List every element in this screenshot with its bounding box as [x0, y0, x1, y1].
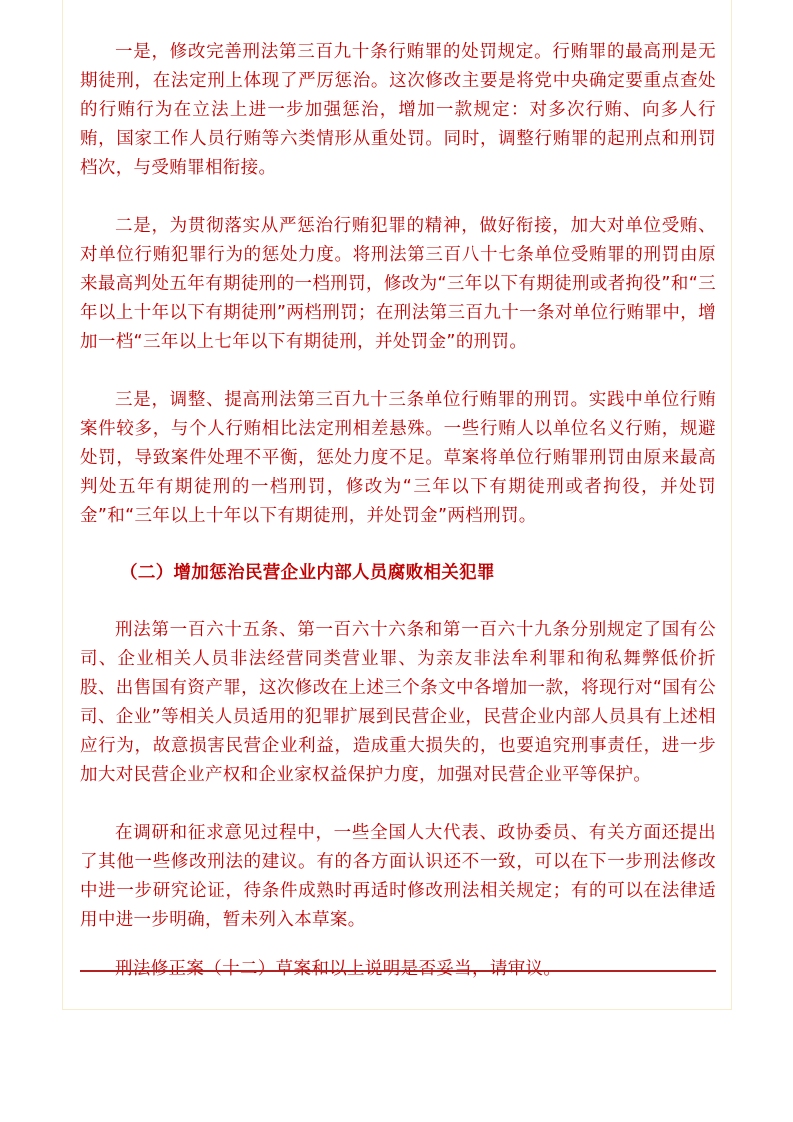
paragraph-3: 三是，调整、提高刑法第三百九十三条单位行贿罪的刑罚。实践中单位行贿案件较多，与个人行贿相比法定刑相差悬殊。一些行贿人以单位名义行贿，规避处罚，导致案件处理不平衡，惩处力度不足。草案将单位行贿罪刑罚由原来最高判处五年有期徒刑的一档刑罚，修改为“三年以下有期徒刑或者拘役，并处罚金”和“三年以上十年以下有期徒刑，并处罚金”两档刑罚。 [80, 390, 716, 526]
paragraph-4: 刑法第一百六十五条、第一百六十六条和第一百六十九条分别规定了国有公司、企业相关人员非法经营同类营业罪、为亲友非法牟利罪和徇私舞弊低价折股、出售国有资产罪，这次修改在上述三个条文中各增加一款，将现行对“国有公司、企业”等相关人员适用的犯罪扩展到民营企业，民营企业内部人员具有上述相应行为，故意损害民营企业利益，造成重大损失的，也要追究刑事责任，进一步加大对民营企业产权和企业家权益保护力度，加强对民营企业平等保护。 [80, 620, 716, 785]
closing-rule [80, 970, 716, 972]
paragraph-1: 一是，修改完善刑法第三百九十条行贿罪的处罚规定。行贿罪的最高刑是无期徒刑，在法定刑上体现了严厉惩治。这次修改主要是将党中央确定要重点查处的行贿行为在立法上进一步加强惩治，增加一款规定：对多次行贿、向多人行贿，国家工作人员行贿等六类情形从重处罚。同时，调整行贿罪的起刑点和刑罚档次，与受贿罪相衔接。 [80, 42, 716, 178]
paragraph-2: 二是，为贯彻落实从严惩治行贿犯罪的精神，做好衔接，加大对单位受贿、对单位行贿犯罪行为的惩处力度。将刑法第三百八十七条单位受贿罪的刑罚由原来最高判处五年有期徒刑的一档刑罚，修改为“三年以下有期徒刑或者拘役”和“三年以上十年以下有期徒刑”两档刑罚；在刑法第三百九十一条对单位行贿罪中，增加一档“三年以上七年以下有期徒刑，并处罚金”的刑罚。 [80, 216, 716, 352]
document-body [80, 38, 716, 984]
closing-paragraph: 刑法修正案（十二）草案和以上说明是否妥当，请审议。 [115, 959, 562, 979]
section-heading: （二）增加惩治民营企业内部人员腐败相关犯罪 [120, 563, 495, 583]
paragraph-5: 在调研和征求意见过程中，一些全国人大代表、政协委员、有关方面还提出了其他一些修改刑法的建议。有的各方面认识还不一致，可以在下一步刑法修改中进一步研究论证，待条件成熟时再适时修改刑法相关规定；有的可以在法律适用中进一步明确，暂未列入本草案。 [80, 823, 716, 930]
